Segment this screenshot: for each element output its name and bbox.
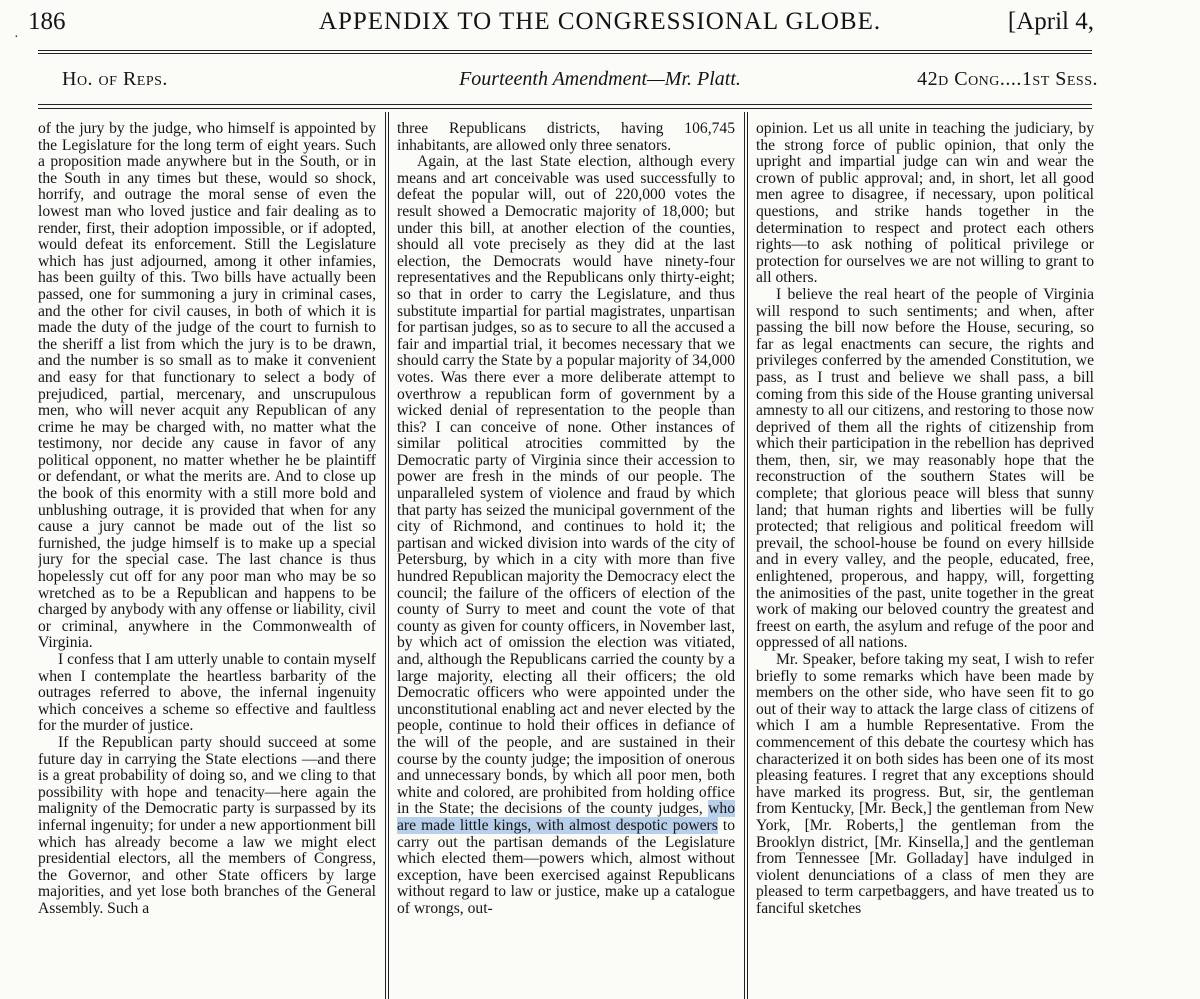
paragraph: If the Republican party should succeed at some future day in carrying the State elections —and there is a great probability of doing so, and we cling to that possibility with hope and tenacity—here again the malignity of the Democratic party is surpassed by its infernal ingenuity; for under a new apportionment bill which has already become a law we might elect presidential electors, all the members of Congress, the Governor, and other State officers by large majorities, and yet lose both branches of the General Assembly. Such a — [38, 733, 376, 917]
text-column-3 — [756, 121, 1094, 999]
congress-label: 42d Cong....1st Sess. — [917, 68, 1098, 90]
header-rule-bottom-inner — [38, 108, 1092, 109]
column-divider — [747, 112, 748, 999]
paragraph: Mr. Speaker, before taking my seat, I wish to refer briefly to some remarks which have been made by members on the other side, who have seen fit to go out of their way to attack the large class of citizens of which I am a humble Representative. From the commencement of this debate the courtesy which has characterized it on both sides has been one of its most pleasing features. I regret that any exceptions should have marked its progress. But, sir, the gentleman from Kentucky, [Mr. Beck,] the gentleman from New York, [Mr. Roberts,] the gentleman from the Brooklyn district, [Mr. Kinsella,] and the gentleman from Tennessee [Mr. Golladay] have indulged in violent denunciations of a class of men they are pleased to term carpetbaggers, and have treated us to fanciful sketches — [756, 651, 1094, 917]
column-divider — [744, 112, 745, 999]
text-column-1 — [38, 121, 376, 999]
header-rule-top-inner — [38, 53, 1092, 54]
header-rule-top — [38, 50, 1092, 51]
paragraph — [397, 154, 735, 917]
running-title: APPENDIX TO THE CONGRESSIONAL GLOBE. — [318, 8, 882, 35]
house-label: Ho. of Reps. — [62, 68, 168, 90]
paragraph: of the jury by the judge, who himself is appointed by the Legislature for the long term of eight years. Such a proposition made anywhere but in the South, or in the South in any times but these, would so shock, horrify, and outrage the moral sense of even the lowest man who loved justice and fair dealing as to render, first, their adoption impossible, or if adopted, would defeat its enforcement. Still the Legislature which has just adjourned, among it other infamies, has been guilty of this. Two bills have actually been passed, one for summoning a jury in criminal cases, and the other for civil causes, in both of which it is made the duty of the judge of the court to furnish to the sheriff a list from which the jury is to be drawn, and the number is so small as to make it convenient and easy for that functionary to select a body of prejudiced, partial, mercenary, and unscrupulous men, who will never acquit any Republican of any crime he may be charged with, no matter what the testimony, nor decide any cause in favor of any political opponent, no matter whether he be plaintiff or defendant, or what the merits are. And to close up the book of this enormity with a still more bold and unblushing outrage, it is provided that when for any cause a jury cannot be made out of the list so furnished, the judge himself is to make up a special jury for the special case. The last chance is thus hopelessly cut off for any poor man who may be so wretched as to be a Republican and happens to be charged by anybody with any offense or liability, civil or criminal, anywhere in the Commonwealth of Virginia. — [38, 121, 376, 652]
paragraph-text: Again, at the last State election, although every means and art conceivable was used successfully to defeat the popular will, out of 220,000 votes the result showed a Democratic majority of 18,000; but under this bill, at another election of the counties, should all vote precisely as they did at the last election, the Democrats would have ninety-four representatives and the Republicans only thirty-eight; so that in order to carry the Legislature, and thus substitute impartial for partial magistrates, unpartisan for partisan judges, so as to secure to all the accused a fair and impartial trial, it becomes necessary that we should carry the State by a popular majority of 34,000 votes. Was there ever a more deliberate attempt to overthrow a republican form of government by a wicked denial of representation to the people than this? I can conceive of none. Other instances of similar political atrocities committed by the Democratic party of Virginia since their accession to power are fresh in the minds of our people. The unparalleled system of violence and fraud by which that party has seized the municipal government of the city of Richmond, and continues to hold it; the partisan and wicked division into wards of the city of Petersburg, by which in a city with more than five hundred Republican majority the Democracy elect the council; the failure of the officers of election of the county of Surry to meet and count the vote of that county as given for county officers, in November last, by which act of omission the election was vitiated, and, although the Republicans carried the county by a large majority, electing all their officers; the old Democratic officers who were appointed under the unconstitutional enabling act and never elected by the people, continue to hold their offices in defiance of the will of the people, and are sustained in their course by the county judge; the imposition of onerous and unnecessary bonds, by which all poor men, both white and colored, are prohibited from holding office in the State; the decisions of the county judges, — [397, 153, 735, 818]
paragraph: opinion. Let us all unite in teaching the judiciary, by the strong force of public opinion, that only the upright and impartial judge can win and wear the crown of public approval; and, in short, let all good men agree to disagree, if necessary, upon political questions, and strike hands together in the determination to respect and protect each others rights—to ask nothing of political privilege or protection for ourselves we are not willing to grant to all others. — [756, 121, 1094, 287]
column-divider — [385, 112, 386, 999]
header-rule-bottom — [38, 104, 1092, 105]
paragraph: three Republicans districts, having 106,745 inhabitants, are allowed only three senators. — [397, 121, 735, 154]
running-header — [0, 6, 1200, 42]
paragraph-text: to carry out the partisan demands of the Legislature which elected them—powers which, almost without exception, have been exercised against Republicans without regard to law or justice, make up a catalogue of wrongs, out- — [397, 816, 735, 917]
paragraph: I confess that I am utterly unable to contain myself when I contemplate the heartless barbarity of the outrages referred to above, the infernal ingenuity which conceives a scheme so effective and faultless for the murder of justice. — [38, 651, 376, 735]
running-date: [April 4, — [1007, 8, 1094, 35]
paragraph: I believe the real heart of the people of Virginia will respond to such sentiments; and when, after passing the bill now before the House, securing, so far as legal enactments can secure, the rights and privileges conferred by the amended Constitution, we pass, as I trust and believe we shall pass, a bill coming from this side of the House granting universal amnesty to all our citizens, and restoring to those now deprived of them all the rights of citizenship from which their participation in the rebellion has deprived them, then, sir, we may reasonably hope that the reconstruction of the southern States will be complete; that glorious peace will bless that sunny land; that human rights and liberties will be fully protected; that religious and political freedom will prevail, the school-house be found on every hillside and in every valley, and the people, educated, free, enlightened, properous, and happy, will, forgetting the animosities of the past, unite together in the great work of making our beloved country the greatest and freest on earth, the asylum and refuge of the poor and oppressed of all nations. — [756, 285, 1094, 652]
stray-mark-icon: · — [14, 30, 19, 45]
highlighted-text[interactable]: who are made little kings, with almost despotic powers — [397, 800, 735, 834]
subject-label: Fourteenth Amendment—Mr. Platt. — [459, 68, 741, 90]
column-divider — [388, 112, 389, 999]
text-column-2 — [397, 121, 735, 999]
page-number: 186 — [28, 8, 66, 35]
section-header — [0, 64, 1200, 94]
